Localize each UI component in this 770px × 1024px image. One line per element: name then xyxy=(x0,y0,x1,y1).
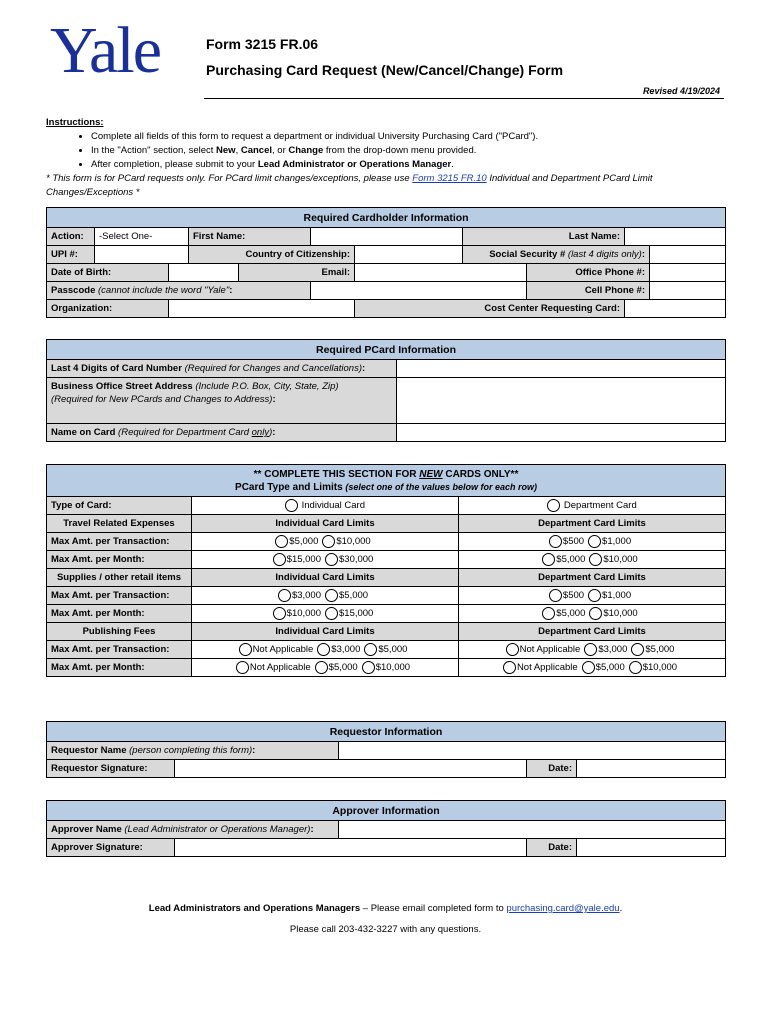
first-name-label: First Name: xyxy=(189,228,311,246)
department-limits-header: Department Card Limits xyxy=(459,515,726,533)
limit-option[interactable] xyxy=(275,535,318,548)
last-name-label: Last Name: xyxy=(463,228,625,246)
cell-phone-field[interactable] xyxy=(650,282,726,300)
radio-button[interactable] xyxy=(317,643,330,656)
limit-option-label: $3,000 xyxy=(331,644,361,655)
requestor-name-field[interactable] xyxy=(339,742,726,760)
limit-option[interactable] xyxy=(506,643,581,656)
action-label: Action: xyxy=(47,228,95,246)
cost-center-field[interactable] xyxy=(625,300,726,318)
limit-option-label: Not Applicable xyxy=(516,662,578,673)
limit-option-label: $10,000 xyxy=(286,608,321,619)
pcard-title: Required PCard Information xyxy=(47,340,726,360)
limit-option[interactable] xyxy=(542,607,585,620)
limit-option-label: $10,000 xyxy=(375,662,411,673)
radio-button[interactable] xyxy=(273,607,286,620)
department-transaction-options[interactable] xyxy=(459,641,726,659)
radio-button[interactable] xyxy=(542,607,555,620)
limit-option-label: $30,000 xyxy=(339,554,374,565)
radio-button[interactable] xyxy=(325,607,338,620)
limit-option[interactable] xyxy=(325,607,373,620)
office-phone-field[interactable] xyxy=(650,264,726,282)
radio-button[interactable] xyxy=(588,589,601,602)
radio-button[interactable] xyxy=(629,661,642,674)
requestor-title: Requestor Information xyxy=(47,722,726,742)
limit-option[interactable] xyxy=(364,643,407,656)
instruction-item: • In the "Action" section, select New, Cancel, or Change from the drop-down menu provided. xyxy=(91,144,726,158)
limit-option-label: $500 xyxy=(562,590,585,601)
individual-transaction-options[interactable] xyxy=(192,641,459,659)
individual-transaction-options[interactable] xyxy=(192,587,459,605)
limit-option-label: $5,000 xyxy=(339,590,369,601)
approver-signature-field[interactable] xyxy=(175,839,527,857)
limit-option[interactable] xyxy=(589,553,637,566)
instructions-list xyxy=(46,130,726,172)
limit-option[interactable] xyxy=(584,643,627,656)
radio-button[interactable] xyxy=(631,643,644,656)
limit-option[interactable] xyxy=(239,643,314,656)
form-number: Form 3215 FR.06 xyxy=(206,36,319,52)
limit-option[interactable] xyxy=(588,535,631,548)
limit-group-name: Publishing Fees xyxy=(47,623,192,641)
upi-field[interactable] xyxy=(95,246,189,264)
limit-option-label: $3,000 xyxy=(598,644,628,655)
limit-option-label: $5,000 xyxy=(378,644,408,655)
organization-field[interactable] xyxy=(169,300,355,318)
limit-option[interactable] xyxy=(322,535,370,548)
limit-option-label: $10,000 xyxy=(642,662,678,673)
limit-option[interactable] xyxy=(542,553,585,566)
header-divider xyxy=(204,98,724,99)
department-limits-header: Department Card Limits xyxy=(459,569,726,587)
requestor-signature-field[interactable] xyxy=(175,760,527,778)
individual-card-option[interactable]: Individual Card xyxy=(192,497,459,515)
limit-group-name: Supplies / other retail items xyxy=(47,569,192,587)
department-card-option[interactable]: Department Card xyxy=(459,497,726,515)
requestor-signature-label: Requestor Signature: xyxy=(47,760,175,778)
country-field[interactable] xyxy=(355,246,463,264)
passcode-label: Passcode (cannot include the word "Yale": xyxy=(47,282,311,300)
office-phone-label: Office Phone #: xyxy=(527,264,650,282)
instructions-note: * This form is for PCard requests only. For PCard limit changes/exceptions, please use Form 3215 FR.10 Individual and Department PCard Limit Changes/Exceptions * xyxy=(46,173,653,198)
approver-title: Approver Information xyxy=(47,801,726,821)
limit-month-row xyxy=(47,551,726,569)
limit-transaction-row xyxy=(47,641,726,659)
radio-button[interactable] xyxy=(549,589,562,602)
revised-date: Revised 4/19/2024 xyxy=(642,86,720,96)
instructions xyxy=(46,116,726,200)
last4-field[interactable] xyxy=(397,360,726,378)
limit-option[interactable] xyxy=(588,589,631,602)
limit-option[interactable] xyxy=(629,661,677,674)
ssn-label: Social Security # (last 4 digits only): xyxy=(463,246,650,264)
radio-button[interactable] xyxy=(285,499,298,512)
limit-option[interactable] xyxy=(549,589,584,602)
limit-option-label: $10,000 xyxy=(603,554,638,565)
radio-button[interactable] xyxy=(584,643,597,656)
limit-group-header-row xyxy=(47,515,726,533)
department-limits-header: Department Card Limits xyxy=(459,623,726,641)
radio-button[interactable] xyxy=(362,661,375,674)
limit-transaction-row xyxy=(47,587,726,605)
limit-option-label: $15,000 xyxy=(286,554,321,565)
limit-option-label: $500 xyxy=(562,536,585,547)
max-transaction-label: Max Amt. per Transaction: xyxy=(47,533,192,551)
limit-option[interactable] xyxy=(362,661,410,674)
limit-option-label: $5,000 xyxy=(595,662,625,673)
department-month-options[interactable] xyxy=(459,659,726,677)
first-name-field[interactable] xyxy=(311,228,463,246)
limit-month-row xyxy=(47,659,726,677)
radio-button[interactable] xyxy=(506,643,519,656)
radio-button[interactable] xyxy=(236,661,249,674)
name-on-card-label: Name on Card (Required for Department Card only): xyxy=(47,424,397,442)
new-cards-section xyxy=(46,464,726,677)
type-of-card-label: Type of Card: xyxy=(47,497,192,515)
limit-option[interactable] xyxy=(325,553,373,566)
cell-phone-label: Cell Phone #: xyxy=(527,282,650,300)
instruction-item: • Complete all fields of this form to request a department or individual University Purchasing Card ("PCard"). xyxy=(91,130,726,144)
limit-group-header-row xyxy=(47,569,726,587)
radio-button[interactable] xyxy=(239,643,252,656)
limit-option-label: Not Applicable xyxy=(249,662,311,673)
limit-option-label: $10,000 xyxy=(603,608,638,619)
limit-option[interactable] xyxy=(278,589,321,602)
action-select[interactable]: -Select One- xyxy=(95,228,189,246)
individual-limits-header: Individual Card Limits xyxy=(192,623,459,641)
limit-option-label: Not Applicable xyxy=(252,644,314,655)
country-label: Country of Citizenship: xyxy=(189,246,355,264)
instructions-title: Instructions: xyxy=(46,117,104,128)
yale-logo: Yale xyxy=(50,14,160,87)
limit-groups xyxy=(47,515,726,677)
form-3215-fr10-link[interactable]: Form 3215 FR.10 xyxy=(412,173,487,184)
requestor-section xyxy=(46,721,726,778)
footer-phone: Please call 203-432-3227 with any questions. xyxy=(289,924,482,935)
new-cards-title: ** COMPLETE THIS SECTION FOR NEW CARDS ONLY** PCard Type and Limits (select one of the values below for each row) xyxy=(47,465,726,497)
radio-button[interactable] xyxy=(547,499,560,512)
radio-button[interactable] xyxy=(275,535,288,548)
ssn-field[interactable] xyxy=(650,246,726,264)
limit-month-row xyxy=(47,605,726,623)
limit-option[interactable] xyxy=(315,661,358,674)
limit-option[interactable] xyxy=(317,643,360,656)
organization-label: Organization: xyxy=(47,300,169,318)
radio-button[interactable] xyxy=(588,535,601,548)
requestor-date-label: Date: xyxy=(527,760,577,778)
limit-group-name: Travel Related Expenses xyxy=(47,515,192,533)
radio-button[interactable] xyxy=(322,535,335,548)
radio-button[interactable] xyxy=(589,607,602,620)
individual-limits-header: Individual Card Limits xyxy=(192,569,459,587)
email-label: Email: xyxy=(239,264,355,282)
department-month-options[interactable] xyxy=(459,551,726,569)
max-month-label: Max Amt. per Month: xyxy=(47,551,192,569)
cardholder-title: Required Cardholder Information xyxy=(47,208,726,228)
limit-option[interactable] xyxy=(631,643,674,656)
limit-option-label: $1,000 xyxy=(602,590,632,601)
approver-date-label: Date: xyxy=(527,839,577,857)
radio-button[interactable] xyxy=(273,553,286,566)
last4-label: Last 4 Digits of Card Number (Required for Changes and Cancellations): xyxy=(47,360,397,378)
limit-option-label: $10,000 xyxy=(336,536,371,547)
radio-button[interactable] xyxy=(325,589,338,602)
radio-button[interactable] xyxy=(582,661,595,674)
email-field[interactable] xyxy=(355,264,527,282)
limit-option-label: $1,000 xyxy=(602,536,632,547)
approver-name-label: Approver Name (Lead Administrator or Operations Manager): xyxy=(47,821,339,839)
individual-month-options[interactable] xyxy=(192,551,459,569)
dob-field[interactable] xyxy=(169,264,239,282)
footer-contact: Lead Administrators and Operations Managers – Please email completed form to purchasing.card@yale.edu. xyxy=(148,903,623,914)
limit-option-label: $15,000 xyxy=(339,608,374,619)
approver-date-field[interactable] xyxy=(577,839,726,857)
radio-button[interactable] xyxy=(589,553,602,566)
individual-limits-header: Individual Card Limits xyxy=(192,515,459,533)
department-transaction-options[interactable] xyxy=(459,533,726,551)
radio-button[interactable] xyxy=(549,535,562,548)
passcode-field[interactable] xyxy=(311,282,527,300)
limit-option[interactable] xyxy=(273,607,321,620)
limit-option-label: $5,000 xyxy=(556,554,586,565)
individual-transaction-options[interactable] xyxy=(192,533,459,551)
approver-section xyxy=(46,800,726,857)
requestor-name-label: Requestor Name (person completing this form): xyxy=(47,742,339,760)
limit-option[interactable] xyxy=(549,535,584,548)
dob-label: Date of Birth: xyxy=(47,264,169,282)
radio-button[interactable] xyxy=(542,553,555,566)
purchasing-email-link[interactable]: purchasing.card@yale.edu xyxy=(506,903,620,914)
max-transaction-label: Max Amt. per Transaction: xyxy=(47,587,192,605)
upi-label: UPI #: xyxy=(47,246,95,264)
approver-name-field[interactable] xyxy=(339,821,726,839)
max-month-label: Max Amt. per Month: xyxy=(47,605,192,623)
limit-option[interactable] xyxy=(582,661,625,674)
max-month-label: Max Amt. per Month: xyxy=(47,659,192,677)
limit-option-label: $5,000 xyxy=(556,608,586,619)
radio-button[interactable] xyxy=(315,661,328,674)
department-month-options[interactable] xyxy=(459,605,726,623)
limit-transaction-row xyxy=(47,533,726,551)
cost-center-label: Cost Center Requesting Card: xyxy=(355,300,625,318)
radio-button[interactable] xyxy=(278,589,291,602)
instruction-item: • After completion, please submit to your Lead Administrator or Operations Manager. xyxy=(91,158,726,172)
radio-button[interactable] xyxy=(503,661,516,674)
approver-signature-label: Approver Signature: xyxy=(47,839,175,857)
individual-month-options[interactable] xyxy=(192,659,459,677)
address-label: Business Office Street Address (Include P.O. Box, City, State, Zip) (Required for New PCards and Changes to Address): xyxy=(47,378,397,424)
last-name-field[interactable] xyxy=(625,228,726,246)
limit-option-label: Not Applicable xyxy=(519,644,581,655)
limit-option-label: $5,000 xyxy=(328,662,358,673)
limit-option[interactable] xyxy=(236,661,311,674)
limit-option-label: $3,000 xyxy=(291,590,321,601)
address-field[interactable] xyxy=(397,378,726,424)
radio-button[interactable] xyxy=(325,553,338,566)
limit-option-label: $5,000 xyxy=(645,644,675,655)
max-transaction-label: Max Amt. per Transaction: xyxy=(47,641,192,659)
individual-month-options[interactable] xyxy=(192,605,459,623)
limit-group-header-row xyxy=(47,623,726,641)
form-title: Purchasing Card Request (New/Cancel/Change) Form xyxy=(206,62,564,78)
limit-option[interactable] xyxy=(589,607,637,620)
limit-option-label: $5,000 xyxy=(289,536,319,547)
limit-option[interactable] xyxy=(273,553,321,566)
limit-option[interactable] xyxy=(503,661,578,674)
pcard-section xyxy=(46,339,726,442)
department-transaction-options[interactable] xyxy=(459,587,726,605)
limit-option[interactable] xyxy=(325,589,368,602)
cardholder-section xyxy=(46,207,726,318)
radio-button[interactable] xyxy=(364,643,377,656)
name-on-card-field[interactable] xyxy=(397,424,726,442)
requestor-date-field[interactable] xyxy=(577,760,726,778)
